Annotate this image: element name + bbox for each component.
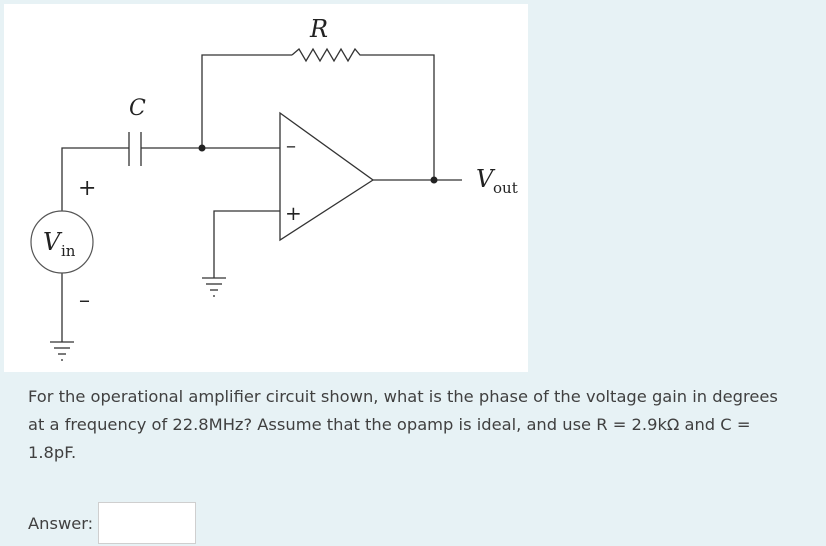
- junction-dot-input: [199, 145, 206, 152]
- answer-input[interactable]: [98, 502, 196, 544]
- circuit-diagram-panel: [4, 4, 528, 372]
- opamp-noninverting-label: +: [285, 201, 302, 225]
- junction-dot-output: [431, 177, 438, 184]
- vin-label: V: [43, 228, 61, 256]
- circuit-diagram: [4, 4, 528, 372]
- vout-label: V: [476, 165, 494, 193]
- capacitor-label: C: [129, 96, 146, 121]
- resistor-label: R: [310, 15, 329, 43]
- opamp-inverting-label: –: [286, 133, 296, 157]
- source-minus-label: –: [79, 288, 90, 313]
- feedback-wire: [202, 55, 292, 148]
- answer-label: Answer:: [28, 513, 94, 533]
- answer-row: [28, 500, 196, 546]
- noninverting-wire: [214, 211, 280, 278]
- source-plus-label: +: [78, 176, 97, 201]
- feedback-wire-right: [366, 55, 434, 180]
- question-text: For the operational amplifier circuit shown, what is the phase of the voltage gain in degrees at a frequency of 22.8MHz? Assume that the opamp is ideal, and use R = 2.9kΩ and C = 1.8pF.: [28, 387, 778, 462]
- vin-subscript: in: [61, 242, 76, 260]
- ground-symbol-opamp: [202, 278, 226, 296]
- resistor-symbol: [292, 49, 366, 61]
- vout-subscript: out: [493, 179, 518, 197]
- ground-symbol-source: [50, 342, 74, 360]
